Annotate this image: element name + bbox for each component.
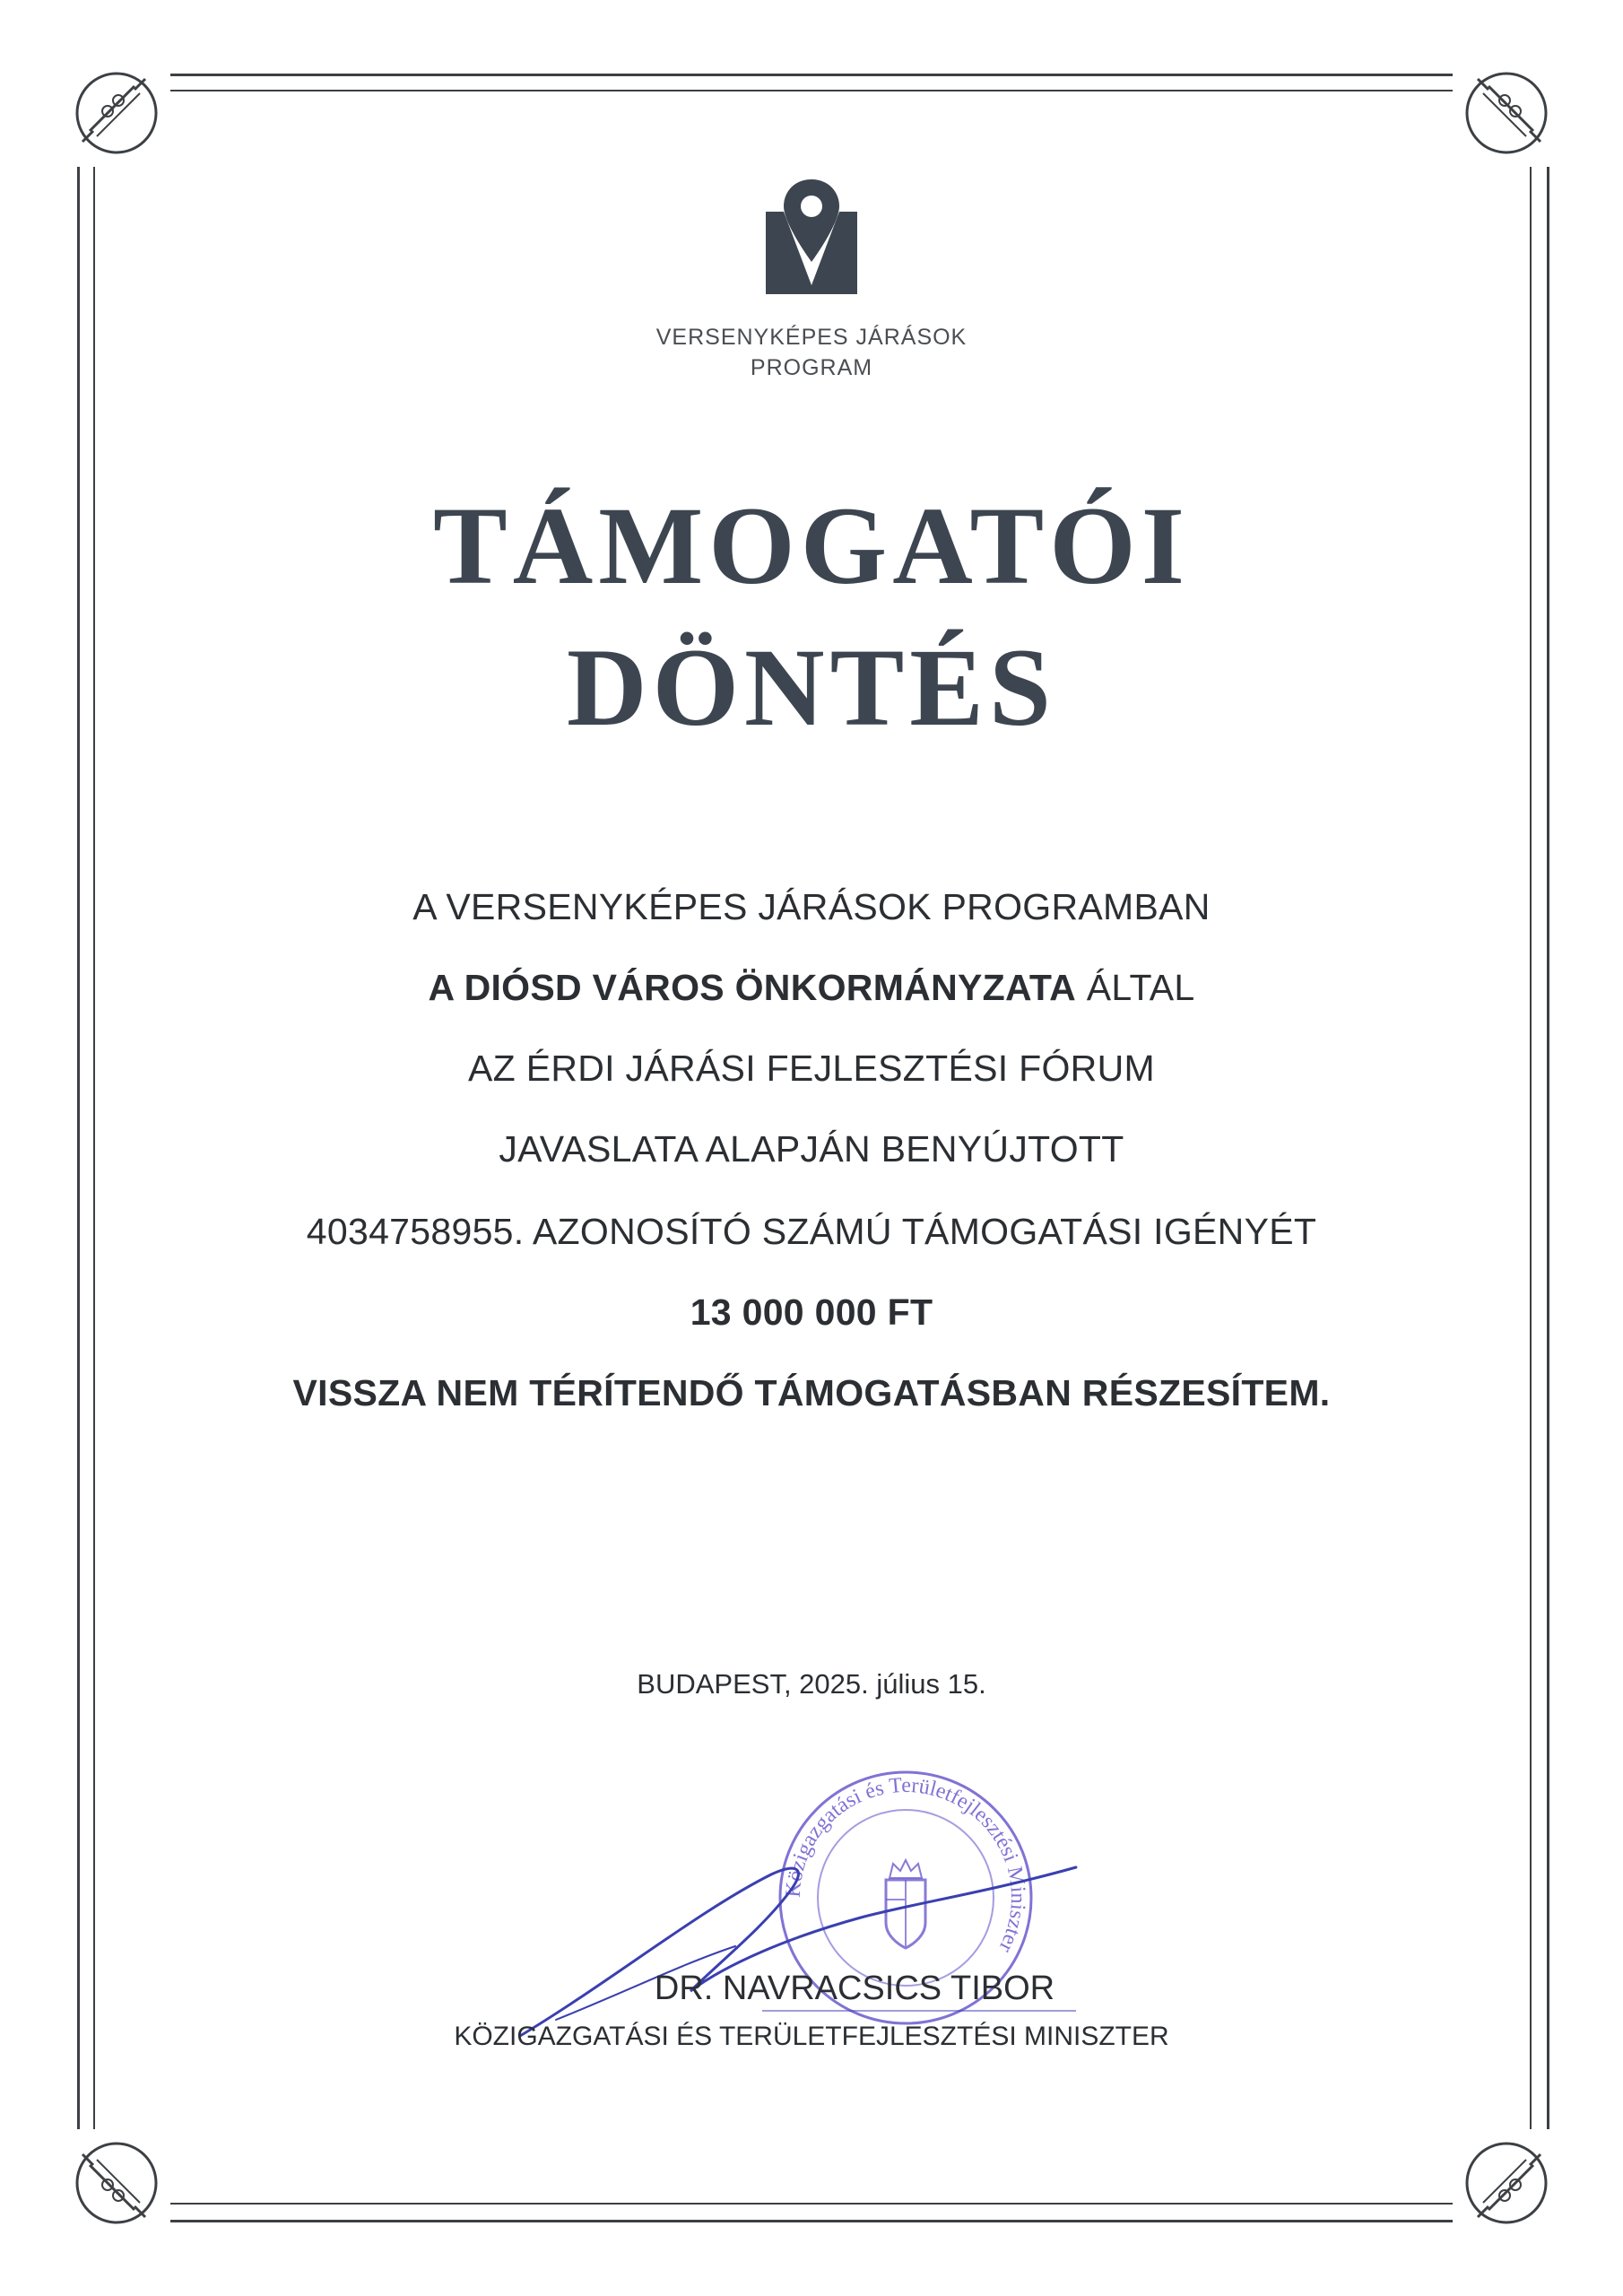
corner-ornament-icon — [63, 2129, 170, 2237]
decision-text-line-4: JAVASLATA ALAPJÁN BENYÚJTOTT — [499, 1128, 1124, 1170]
location-pin-v-icon — [762, 176, 861, 298]
decision-text-line-1: A VERSENYKÉPES JÁRÁSOK PROGRAMBAN — [412, 886, 1211, 927]
applicant-suffix: ÁLTAL — [1076, 967, 1195, 1008]
decision-text-line-5: 4034758955. AZONOSÍTÓ SZÁMÚ TÁMOGATÁSI IGÉNYÉT — [306, 1211, 1317, 1252]
corner-ornament-icon — [1453, 59, 1560, 167]
corner-ornament-icon — [63, 59, 170, 167]
document-title-line-2: DÖNTÉS — [567, 626, 1056, 749]
corner-ornament-icon — [1453, 2129, 1560, 2237]
decision-text-line-3: AZ ÉRDI JÁRÁSI FEJLESZTÉSI FÓRUM — [468, 1048, 1155, 1089]
decision-text-line-7: VISSZA NEM TÉRÍTENDŐ TÁMOGATÁSBAN RÉSZESÍTEM. — [292, 1372, 1331, 1413]
seal-text: Közigazgatási és Területfejlesztési Miniszter — [781, 1773, 1030, 1957]
decision-text-line-2 — [0, 967, 1623, 1009]
program-name-line-1: VERSENYKÉPES JÁRÁSOK — [655, 325, 968, 350]
applicant-name: A DIÓSD VÁROS ÖNKORMÁNYZATA — [428, 967, 1077, 1008]
document-title-line-1: TÁMOGATÓI — [433, 484, 1190, 607]
grant-amount: 13 000 000 FT — [690, 1292, 933, 1333]
signer-name: DR. NAVRACSICS TIBOR — [654, 1970, 1055, 2007]
signer-title: KÖZIGAZGATÁSI ÉS TERÜLETFEJLESZTÉSI MINISZTER — [454, 2022, 1169, 2051]
issue-date: BUDAPEST, 2025. július 15. — [637, 1668, 986, 1700]
program-name-line-2: PROGRAM — [750, 355, 873, 380]
